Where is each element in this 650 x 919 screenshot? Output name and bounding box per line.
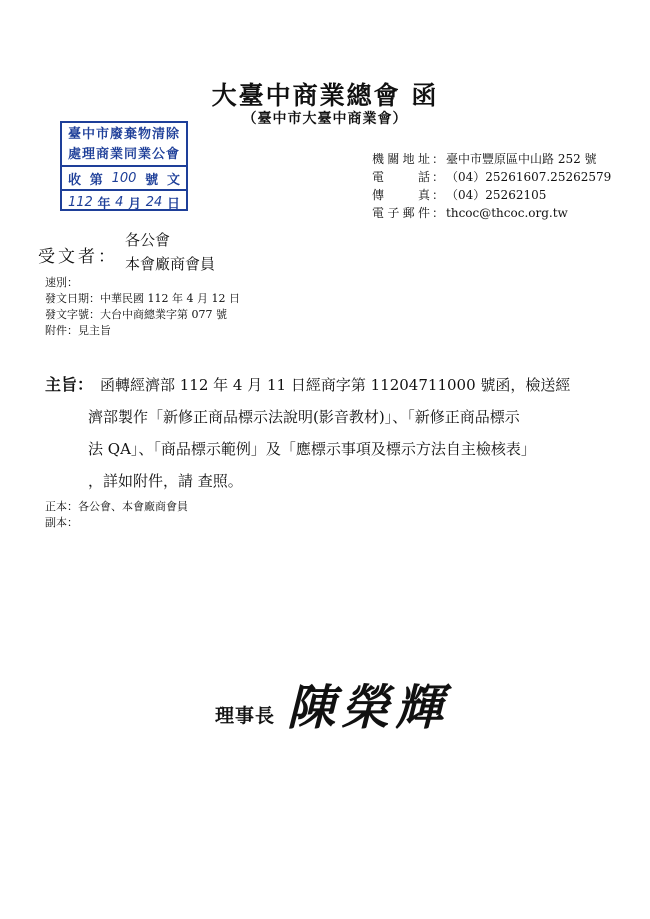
stamp-ri: 日: [166, 196, 180, 212]
stamp-line-1: 臺中市廢棄物清除: [67, 127, 180, 142]
stamp-number: 100: [111, 170, 137, 186]
stamp-month: 4: [115, 194, 124, 210]
stamp-year: 112: [68, 194, 93, 210]
duplicate-recipients: 副本：: [45, 516, 78, 529]
copies-section: [45, 499, 188, 531]
subject-line-3: 法 QA」、「商品標示範例」及「應標示事項及標示方法自主檢核表」: [88, 440, 536, 458]
address-value: 臺中市豐原區中山路 252 號: [446, 152, 597, 166]
signature-name: 陳榮輝: [287, 680, 450, 736]
meta-attachment: 附件：見主旨: [45, 324, 111, 337]
phone-value: （04）25261607.25262579: [446, 170, 612, 184]
stamp-wen: 文: [166, 172, 180, 188]
contact-address: 機關地址 ： 臺中市豐原區中山路 252 號: [372, 152, 597, 166]
contact-email: 電子郵件 ： thcoc@thcoc.org.tw: [372, 206, 568, 220]
email-value: thcoc@thcoc.org.tw: [446, 206, 568, 220]
subject-label: 主旨：: [45, 375, 94, 394]
subject-line-1: 函轉經濟部 112 年 4 月 11 日經商字第 11204711000 號函，檢送經: [100, 376, 571, 394]
meta-speed: 速別：: [45, 276, 78, 289]
stamp-number-row: [62, 165, 186, 189]
stamp-date-row: [62, 189, 186, 213]
email-label: 電子郵件: [372, 206, 430, 220]
stamp-hao: 號: [145, 172, 159, 188]
stamp-day: 24: [145, 194, 163, 210]
meta-doc-no: 發文字號：大台中商總業字第 077 號: [45, 308, 227, 321]
stamp-yue: 月: [128, 196, 142, 212]
fax-label: 傳 真: [372, 188, 430, 202]
document-title: 大臺中商業總會 函: [211, 81, 439, 110]
subject-line-2: 濟部製作「新修正商品標示法說明(影音教材)」、「新修正商品標示: [88, 408, 520, 426]
contact-fax: 傳 真 ： （04）25262105: [372, 188, 547, 202]
document-meta: [45, 275, 240, 339]
subject-line-4: ，詳如附件，請 查照。: [88, 472, 243, 490]
chairman-signature: [215, 672, 449, 738]
contact-phone: 電 話 ： （04）25261607.25262579: [372, 170, 612, 184]
recipient-label: 受文者：: [38, 247, 118, 267]
receipt-stamp: [60, 121, 188, 211]
contact-info: [372, 150, 611, 222]
recipient-line-1: 各公會: [125, 231, 171, 249]
document-subtitle: （臺中市大臺中商業會）: [242, 111, 408, 127]
recipient-line-2: 本會廠商會員: [125, 255, 216, 273]
original-recipients: 正本：各公會、本會廠商會員: [45, 500, 188, 513]
meta-date: 發文日期：中華民國 112 年 4 月 12 日: [45, 292, 240, 305]
fax-value: （04）25262105: [446, 188, 547, 202]
stamp-nian: 年: [97, 196, 111, 212]
signature-title: 理事長: [215, 705, 276, 727]
recipient-list: [125, 228, 215, 276]
stamp-di: 第: [89, 172, 103, 188]
stamp-received-label: 收: [68, 172, 82, 188]
address-label: 機關地址: [372, 152, 430, 166]
phone-label: 電 話: [372, 170, 430, 184]
stamp-line-2: 處理商業同業公會: [67, 147, 180, 162]
